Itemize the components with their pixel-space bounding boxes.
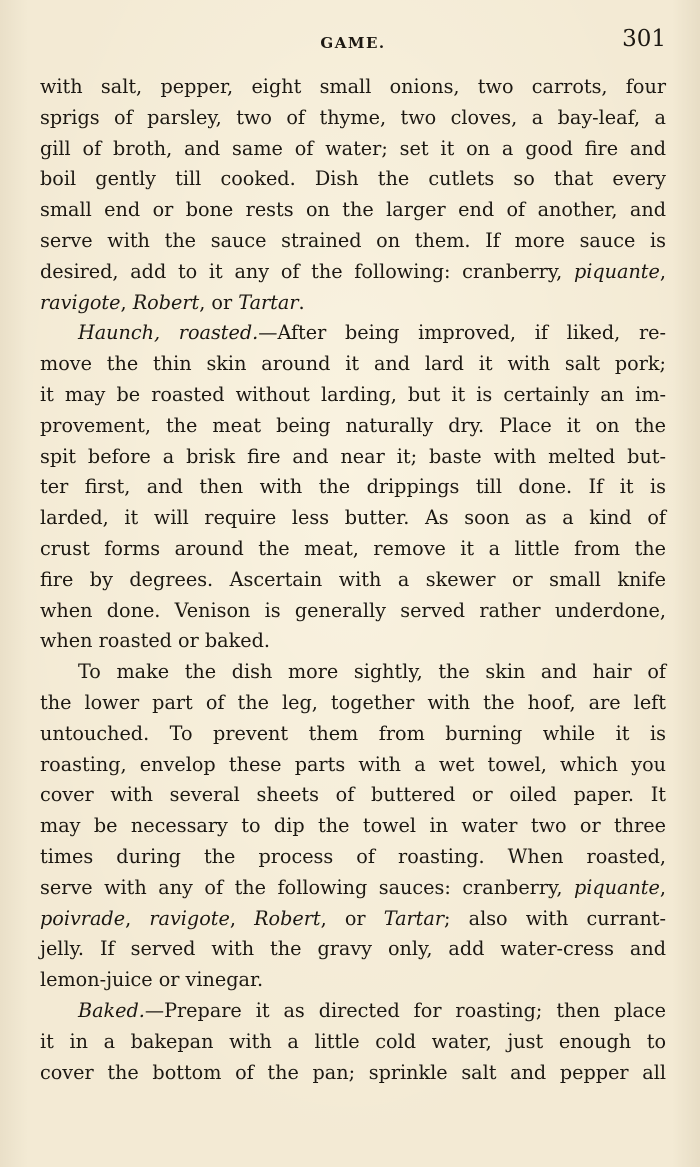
text-line: small end or bone rests on the larger end of another, and — [40, 198, 666, 222]
text-line: Baked.—Prepare it as directed for roasting; then place — [78, 998, 666, 1022]
text-line: with salt, pepper, eight small onions, two carrots, four — [40, 75, 666, 98]
paragraph-haunch-roasted — [40, 318, 666, 657]
text-line: when done. Venison is generally served rather underdone, — [40, 598, 666, 622]
text-line: provement, the meat being naturally dry. Place it on the — [40, 413, 666, 437]
text-line: times during the process of roasting. When roasted, — [40, 844, 666, 868]
text-line: cover the bottom of the pan; sprinkle salt and pepper all — [40, 1060, 666, 1084]
running-head — [40, 26, 666, 64]
text-line: larded, it will require less butter. As soon as a kind of — [40, 506, 666, 530]
text-line: lemon-juice or vinegar. — [40, 968, 264, 992]
text-line: gill of broth, and same of water; set it on a good fire and — [40, 136, 666, 160]
text-line: it may be roasted without larding, but it is certainly an im- — [40, 382, 666, 406]
text-line: fire by degrees. Ascertain with a skewer or small knife — [40, 567, 666, 591]
paragraph-dish-sightly — [40, 657, 666, 996]
paragraph-continued — [40, 72, 666, 318]
text-line: serve with any of the following sauces: cranberry, piquante, — [40, 875, 666, 899]
text-line: boil gently till cooked. Dish the cutlets so that every — [40, 167, 666, 191]
text-line: move the thin skin around it and lard it with salt pork; — [40, 352, 666, 376]
text-line: crust forms around the meat, remove it a little from the — [40, 536, 666, 560]
paragraph-baked — [40, 996, 666, 1088]
text-line: roasting, envelop these parts with a wet towel, which you — [40, 752, 666, 776]
text-line: ravigote, Robert, or Tartar. — [40, 290, 305, 314]
body-text — [40, 72, 666, 1088]
text-line: serve with the sauce strained on them. If more sauce is — [40, 228, 666, 252]
text-line: jelly. If served with the gravy only, add water-cress and — [40, 937, 666, 961]
text-line: may be necessary to dip the towel in water two or three — [40, 814, 666, 838]
text-line: poivrade, ravigote, Robert, or Tartar; also with currant- — [40, 906, 666, 930]
text-line: To make the dish more sightly, the skin and hair of — [78, 660, 666, 684]
text-line: desired, add to it any of the following: cranberry, piquante, — [40, 259, 666, 283]
text-line: when roasted or baked. — [40, 629, 270, 653]
text-line: ter first, and then with the drippings till done. If it is — [40, 475, 666, 499]
text-line: spit before a brisk fire and near it; baste with melted but- — [40, 444, 666, 468]
text-line: sprigs of parsley, two of thyme, two cloves, a bay-leaf, a — [40, 105, 666, 129]
running-head-title: GAME. — [320, 34, 386, 52]
text-line: it in a bakepan with a little cold water, just enough to — [40, 1029, 666, 1053]
text-line: cover with several sheets of buttered or oiled paper. It — [40, 783, 666, 807]
page-number: 301 — [622, 26, 666, 52]
text-line: Haunch, roasted.—After being improved, if liked, re- — [78, 321, 666, 345]
text-line: untouched. To prevent them from burning while it is — [40, 721, 666, 745]
text-line: the lower part of the leg, together with the hoof, are left — [40, 690, 666, 714]
